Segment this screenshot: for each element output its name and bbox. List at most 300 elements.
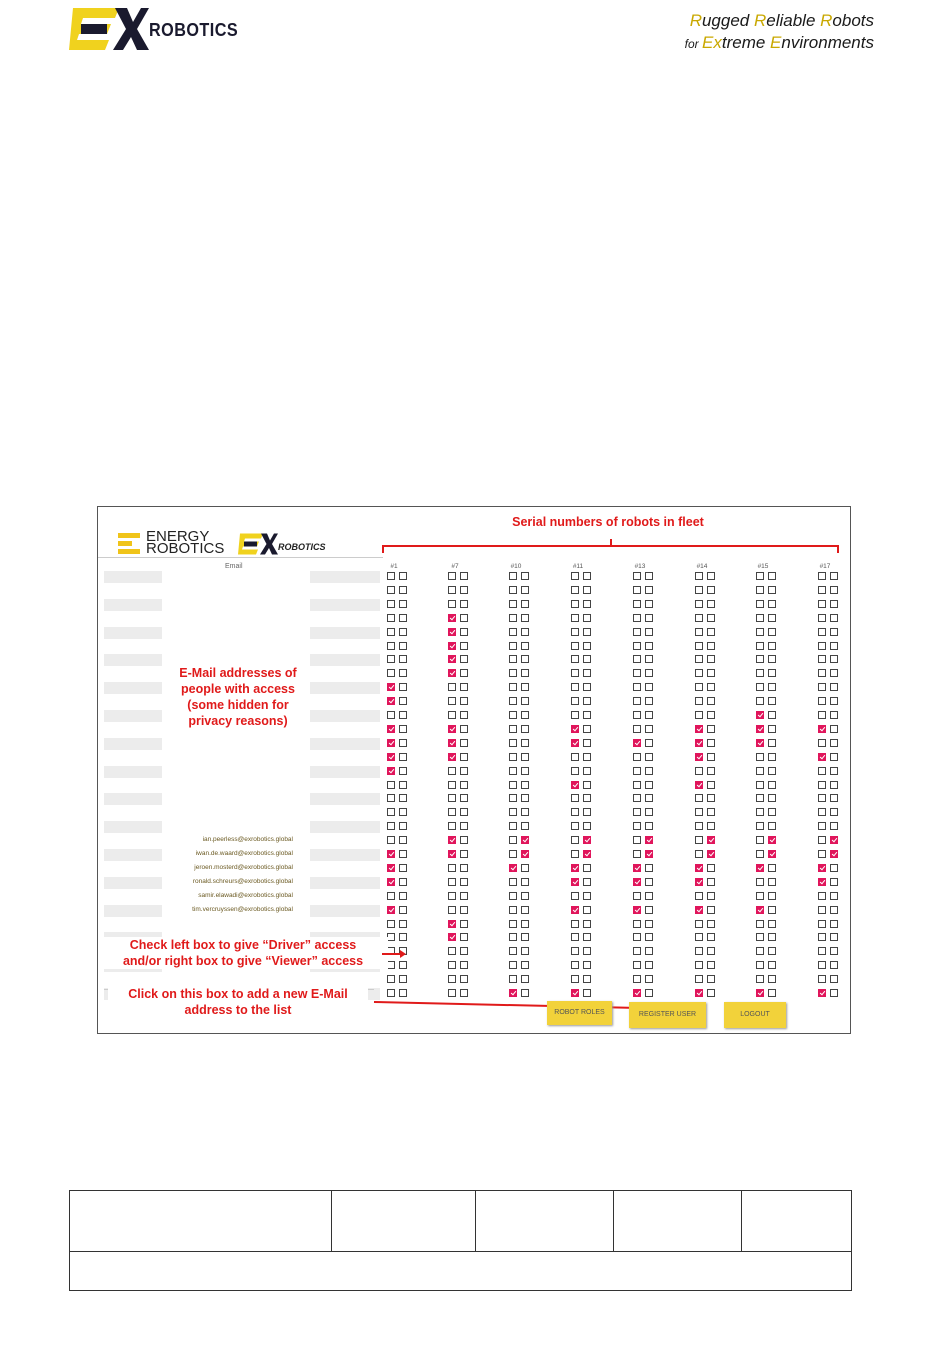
- driver-access-checkbox[interactable]: [509, 933, 517, 941]
- viewer-access-checkbox[interactable]: [645, 864, 653, 872]
- viewer-access-checkbox[interactable]: [645, 933, 653, 941]
- viewer-access-checkbox[interactable]: [399, 725, 407, 733]
- driver-access-checkbox[interactable]: [818, 975, 826, 983]
- driver-access-checkbox[interactable]: [387, 753, 395, 761]
- driver-access-checkbox[interactable]: [448, 655, 456, 663]
- viewer-access-checkbox[interactable]: [399, 864, 407, 872]
- driver-access-checkbox[interactable]: [387, 781, 395, 789]
- viewer-access-checkbox[interactable]: [399, 739, 407, 747]
- driver-access-checkbox[interactable]: [448, 614, 456, 622]
- viewer-access-checkbox[interactable]: [830, 906, 838, 914]
- driver-access-checkbox[interactable]: [509, 753, 517, 761]
- driver-access-checkbox[interactable]: [818, 711, 826, 719]
- viewer-access-checkbox[interactable]: [830, 725, 838, 733]
- driver-access-checkbox[interactable]: [509, 697, 517, 705]
- driver-access-checkbox[interactable]: [509, 586, 517, 594]
- driver-access-checkbox[interactable]: [509, 822, 517, 830]
- driver-access-checkbox[interactable]: [509, 961, 517, 969]
- driver-access-checkbox[interactable]: [756, 669, 764, 677]
- driver-access-checkbox[interactable]: [756, 836, 764, 844]
- driver-access-checkbox[interactable]: [695, 683, 703, 691]
- driver-access-checkbox[interactable]: [448, 697, 456, 705]
- driver-access-checkbox[interactable]: [509, 850, 517, 858]
- driver-access-checkbox[interactable]: [756, 586, 764, 594]
- viewer-access-checkbox[interactable]: [521, 794, 529, 802]
- viewer-access-checkbox[interactable]: [399, 642, 407, 650]
- viewer-access-checkbox[interactable]: [830, 836, 838, 844]
- viewer-access-checkbox[interactable]: [583, 781, 591, 789]
- driver-access-checkbox[interactable]: [695, 628, 703, 636]
- viewer-access-checkbox[interactable]: [645, 628, 653, 636]
- viewer-access-checkbox[interactable]: [583, 572, 591, 580]
- viewer-access-checkbox[interactable]: [830, 586, 838, 594]
- driver-access-checkbox[interactable]: [633, 878, 641, 886]
- viewer-access-checkbox[interactable]: [707, 642, 715, 650]
- driver-access-checkbox[interactable]: [818, 628, 826, 636]
- driver-access-checkbox[interactable]: [633, 822, 641, 830]
- viewer-access-checkbox[interactable]: [645, 655, 653, 663]
- viewer-access-checkbox[interactable]: [583, 920, 591, 928]
- driver-access-checkbox[interactable]: [818, 961, 826, 969]
- driver-access-checkbox[interactable]: [387, 794, 395, 802]
- viewer-access-checkbox[interactable]: [583, 975, 591, 983]
- driver-access-checkbox[interactable]: [387, 614, 395, 622]
- driver-access-checkbox[interactable]: [509, 739, 517, 747]
- viewer-access-checkbox[interactable]: [460, 725, 468, 733]
- driver-access-checkbox[interactable]: [448, 711, 456, 719]
- driver-access-checkbox[interactable]: [387, 711, 395, 719]
- driver-access-checkbox[interactable]: [756, 614, 764, 622]
- viewer-access-checkbox[interactable]: [707, 989, 715, 997]
- viewer-access-checkbox[interactable]: [521, 920, 529, 928]
- driver-access-checkbox[interactable]: [756, 572, 764, 580]
- driver-access-checkbox[interactable]: [509, 572, 517, 580]
- viewer-access-checkbox[interactable]: [460, 850, 468, 858]
- driver-access-checkbox[interactable]: [387, 975, 395, 983]
- viewer-access-checkbox[interactable]: [645, 920, 653, 928]
- viewer-access-checkbox[interactable]: [399, 892, 407, 900]
- driver-access-checkbox[interactable]: [633, 906, 641, 914]
- viewer-access-checkbox[interactable]: [583, 683, 591, 691]
- viewer-access-checkbox[interactable]: [521, 808, 529, 816]
- viewer-access-checkbox[interactable]: [645, 961, 653, 969]
- driver-access-checkbox[interactable]: [818, 850, 826, 858]
- driver-access-checkbox[interactable]: [818, 753, 826, 761]
- driver-access-checkbox[interactable]: [509, 767, 517, 775]
- driver-access-checkbox[interactable]: [695, 836, 703, 844]
- viewer-access-checkbox[interactable]: [645, 878, 653, 886]
- driver-access-checkbox[interactable]: [448, 920, 456, 928]
- driver-access-checkbox[interactable]: [571, 725, 579, 733]
- viewer-access-checkbox[interactable]: [645, 572, 653, 580]
- driver-access-checkbox[interactable]: [756, 961, 764, 969]
- driver-access-checkbox[interactable]: [633, 628, 641, 636]
- viewer-access-checkbox[interactable]: [768, 669, 776, 677]
- driver-access-checkbox[interactable]: [509, 711, 517, 719]
- viewer-access-checkbox[interactable]: [521, 711, 529, 719]
- viewer-access-checkbox[interactable]: [645, 600, 653, 608]
- driver-access-checkbox[interactable]: [387, 669, 395, 677]
- viewer-access-checkbox[interactable]: [768, 920, 776, 928]
- driver-access-checkbox[interactable]: [818, 920, 826, 928]
- driver-access-checkbox[interactable]: [571, 989, 579, 997]
- driver-access-checkbox[interactable]: [633, 572, 641, 580]
- driver-access-checkbox[interactable]: [571, 864, 579, 872]
- viewer-access-checkbox[interactable]: [460, 600, 468, 608]
- viewer-access-checkbox[interactable]: [830, 864, 838, 872]
- driver-access-checkbox[interactable]: [633, 753, 641, 761]
- driver-access-checkbox[interactable]: [818, 642, 826, 650]
- driver-access-checkbox[interactable]: [571, 697, 579, 705]
- viewer-access-checkbox[interactable]: [583, 642, 591, 650]
- viewer-access-checkbox[interactable]: [460, 920, 468, 928]
- viewer-access-checkbox[interactable]: [645, 697, 653, 705]
- driver-access-checkbox[interactable]: [509, 600, 517, 608]
- driver-access-checkbox[interactable]: [633, 781, 641, 789]
- driver-access-checkbox[interactable]: [509, 975, 517, 983]
- viewer-access-checkbox[interactable]: [460, 683, 468, 691]
- viewer-access-checkbox[interactable]: [830, 850, 838, 858]
- driver-access-checkbox[interactable]: [695, 961, 703, 969]
- driver-access-checkbox[interactable]: [571, 781, 579, 789]
- driver-access-checkbox[interactable]: [571, 933, 579, 941]
- viewer-access-checkbox[interactable]: [521, 975, 529, 983]
- viewer-access-checkbox[interactable]: [399, 794, 407, 802]
- viewer-access-checkbox[interactable]: [768, 725, 776, 733]
- driver-access-checkbox[interactable]: [387, 655, 395, 663]
- viewer-access-checkbox[interactable]: [830, 697, 838, 705]
- driver-access-checkbox[interactable]: [448, 586, 456, 594]
- driver-access-checkbox[interactable]: [633, 697, 641, 705]
- viewer-access-checkbox[interactable]: [521, 642, 529, 650]
- driver-access-checkbox[interactable]: [387, 920, 395, 928]
- driver-access-checkbox[interactable]: [571, 836, 579, 844]
- viewer-access-checkbox[interactable]: [460, 781, 468, 789]
- viewer-access-checkbox[interactable]: [830, 822, 838, 830]
- driver-access-checkbox[interactable]: [633, 808, 641, 816]
- driver-access-checkbox[interactable]: [756, 739, 764, 747]
- driver-access-checkbox[interactable]: [695, 600, 703, 608]
- viewer-access-checkbox[interactable]: [707, 878, 715, 886]
- viewer-access-checkbox[interactable]: [460, 614, 468, 622]
- driver-access-checkbox[interactable]: [509, 642, 517, 650]
- viewer-access-checkbox[interactable]: [645, 586, 653, 594]
- viewer-access-checkbox[interactable]: [460, 989, 468, 997]
- driver-access-checkbox[interactable]: [633, 836, 641, 844]
- viewer-access-checkbox[interactable]: [399, 753, 407, 761]
- driver-access-checkbox[interactable]: [571, 892, 579, 900]
- viewer-access-checkbox[interactable]: [521, 572, 529, 580]
- viewer-access-checkbox[interactable]: [707, 697, 715, 705]
- driver-access-checkbox[interactable]: [448, 822, 456, 830]
- driver-access-checkbox[interactable]: [756, 864, 764, 872]
- viewer-access-checkbox[interactable]: [460, 975, 468, 983]
- viewer-access-checkbox[interactable]: [707, 628, 715, 636]
- viewer-access-checkbox[interactable]: [645, 947, 653, 955]
- viewer-access-checkbox[interactable]: [399, 697, 407, 705]
- viewer-access-checkbox[interactable]: [645, 767, 653, 775]
- driver-access-checkbox[interactable]: [756, 642, 764, 650]
- viewer-access-checkbox[interactable]: [460, 739, 468, 747]
- viewer-access-checkbox[interactable]: [583, 725, 591, 733]
- viewer-access-checkbox[interactable]: [399, 906, 407, 914]
- driver-access-checkbox[interactable]: [633, 600, 641, 608]
- viewer-access-checkbox[interactable]: [830, 642, 838, 650]
- driver-access-checkbox[interactable]: [448, 933, 456, 941]
- viewer-access-checkbox[interactable]: [521, 767, 529, 775]
- driver-access-checkbox[interactable]: [448, 961, 456, 969]
- viewer-access-checkbox[interactable]: [583, 586, 591, 594]
- viewer-access-checkbox[interactable]: [830, 920, 838, 928]
- driver-access-checkbox[interactable]: [695, 975, 703, 983]
- driver-access-checkbox[interactable]: [756, 920, 764, 928]
- viewer-access-checkbox[interactable]: [768, 906, 776, 914]
- viewer-access-checkbox[interactable]: [768, 572, 776, 580]
- viewer-access-checkbox[interactable]: [707, 767, 715, 775]
- viewer-access-checkbox[interactable]: [583, 892, 591, 900]
- viewer-access-checkbox[interactable]: [460, 655, 468, 663]
- viewer-access-checkbox[interactable]: [830, 892, 838, 900]
- driver-access-checkbox[interactable]: [756, 683, 764, 691]
- viewer-access-checkbox[interactable]: [768, 892, 776, 900]
- viewer-access-checkbox[interactable]: [399, 767, 407, 775]
- driver-access-checkbox[interactable]: [818, 878, 826, 886]
- viewer-access-checkbox[interactable]: [460, 864, 468, 872]
- viewer-access-checkbox[interactable]: [830, 614, 838, 622]
- viewer-access-checkbox[interactable]: [399, 614, 407, 622]
- viewer-access-checkbox[interactable]: [521, 669, 529, 677]
- viewer-access-checkbox[interactable]: [399, 683, 407, 691]
- driver-access-checkbox[interactable]: [448, 753, 456, 761]
- driver-access-checkbox[interactable]: [571, 794, 579, 802]
- viewer-access-checkbox[interactable]: [521, 933, 529, 941]
- viewer-access-checkbox[interactable]: [645, 822, 653, 830]
- viewer-access-checkbox[interactable]: [830, 878, 838, 886]
- driver-access-checkbox[interactable]: [695, 947, 703, 955]
- driver-access-checkbox[interactable]: [756, 655, 764, 663]
- driver-access-checkbox[interactable]: [633, 961, 641, 969]
- viewer-access-checkbox[interactable]: [583, 989, 591, 997]
- viewer-access-checkbox[interactable]: [460, 697, 468, 705]
- viewer-access-checkbox[interactable]: [583, 794, 591, 802]
- driver-access-checkbox[interactable]: [509, 781, 517, 789]
- driver-access-checkbox[interactable]: [695, 850, 703, 858]
- viewer-access-checkbox[interactable]: [645, 906, 653, 914]
- viewer-access-checkbox[interactable]: [645, 781, 653, 789]
- driver-access-checkbox[interactable]: [818, 725, 826, 733]
- viewer-access-checkbox[interactable]: [645, 725, 653, 733]
- driver-access-checkbox[interactable]: [756, 781, 764, 789]
- viewer-access-checkbox[interactable]: [399, 933, 407, 941]
- viewer-access-checkbox[interactable]: [768, 808, 776, 816]
- viewer-access-checkbox[interactable]: [583, 933, 591, 941]
- driver-access-checkbox[interactable]: [756, 767, 764, 775]
- driver-access-checkbox[interactable]: [756, 628, 764, 636]
- driver-access-checkbox[interactable]: [509, 920, 517, 928]
- driver-access-checkbox[interactable]: [448, 767, 456, 775]
- driver-access-checkbox[interactable]: [571, 767, 579, 775]
- driver-access-checkbox[interactable]: [633, 642, 641, 650]
- viewer-access-checkbox[interactable]: [768, 683, 776, 691]
- viewer-access-checkbox[interactable]: [521, 753, 529, 761]
- driver-access-checkbox[interactable]: [509, 614, 517, 622]
- viewer-access-checkbox[interactable]: [583, 767, 591, 775]
- viewer-access-checkbox[interactable]: [645, 975, 653, 983]
- driver-access-checkbox[interactable]: [509, 947, 517, 955]
- viewer-access-checkbox[interactable]: [645, 642, 653, 650]
- driver-access-checkbox[interactable]: [448, 947, 456, 955]
- driver-access-checkbox[interactable]: [818, 655, 826, 663]
- viewer-access-checkbox[interactable]: [768, 989, 776, 997]
- viewer-access-checkbox[interactable]: [830, 655, 838, 663]
- viewer-access-checkbox[interactable]: [830, 739, 838, 747]
- driver-access-checkbox[interactable]: [818, 697, 826, 705]
- driver-access-checkbox[interactable]: [633, 933, 641, 941]
- driver-access-checkbox[interactable]: [818, 906, 826, 914]
- driver-access-checkbox[interactable]: [695, 572, 703, 580]
- driver-access-checkbox[interactable]: [448, 794, 456, 802]
- driver-access-checkbox[interactable]: [818, 989, 826, 997]
- driver-access-checkbox[interactable]: [633, 989, 641, 997]
- driver-access-checkbox[interactable]: [818, 669, 826, 677]
- viewer-access-checkbox[interactable]: [707, 586, 715, 594]
- driver-access-checkbox[interactable]: [633, 739, 641, 747]
- viewer-access-checkbox[interactable]: [460, 767, 468, 775]
- viewer-access-checkbox[interactable]: [830, 794, 838, 802]
- driver-access-checkbox[interactable]: [695, 808, 703, 816]
- viewer-access-checkbox[interactable]: [399, 669, 407, 677]
- viewer-access-checkbox[interactable]: [707, 655, 715, 663]
- driver-access-checkbox[interactable]: [571, 808, 579, 816]
- driver-access-checkbox[interactable]: [448, 836, 456, 844]
- viewer-access-checkbox[interactable]: [460, 753, 468, 761]
- driver-access-checkbox[interactable]: [448, 878, 456, 886]
- driver-access-checkbox[interactable]: [509, 655, 517, 663]
- viewer-access-checkbox[interactable]: [768, 864, 776, 872]
- viewer-access-checkbox[interactable]: [768, 711, 776, 719]
- viewer-access-checkbox[interactable]: [768, 628, 776, 636]
- viewer-access-checkbox[interactable]: [460, 933, 468, 941]
- viewer-access-checkbox[interactable]: [707, 892, 715, 900]
- driver-access-checkbox[interactable]: [818, 836, 826, 844]
- driver-access-checkbox[interactable]: [387, 961, 395, 969]
- driver-access-checkbox[interactable]: [695, 614, 703, 622]
- viewer-access-checkbox[interactable]: [645, 739, 653, 747]
- driver-access-checkbox[interactable]: [387, 628, 395, 636]
- driver-access-checkbox[interactable]: [571, 628, 579, 636]
- driver-access-checkbox[interactable]: [571, 920, 579, 928]
- viewer-access-checkbox[interactable]: [768, 600, 776, 608]
- viewer-access-checkbox[interactable]: [707, 947, 715, 955]
- viewer-access-checkbox[interactable]: [399, 822, 407, 830]
- viewer-access-checkbox[interactable]: [521, 781, 529, 789]
- viewer-access-checkbox[interactable]: [830, 753, 838, 761]
- viewer-access-checkbox[interactable]: [707, 975, 715, 983]
- driver-access-checkbox[interactable]: [571, 947, 579, 955]
- driver-access-checkbox[interactable]: [571, 669, 579, 677]
- driver-access-checkbox[interactable]: [571, 961, 579, 969]
- driver-access-checkbox[interactable]: [756, 600, 764, 608]
- driver-access-checkbox[interactable]: [695, 725, 703, 733]
- driver-access-checkbox[interactable]: [387, 642, 395, 650]
- driver-access-checkbox[interactable]: [633, 947, 641, 955]
- driver-access-checkbox[interactable]: [695, 878, 703, 886]
- driver-access-checkbox[interactable]: [633, 850, 641, 858]
- viewer-access-checkbox[interactable]: [521, 822, 529, 830]
- driver-access-checkbox[interactable]: [387, 808, 395, 816]
- viewer-access-checkbox[interactable]: [583, 669, 591, 677]
- viewer-access-checkbox[interactable]: [707, 808, 715, 816]
- driver-access-checkbox[interactable]: [756, 892, 764, 900]
- driver-access-checkbox[interactable]: [387, 739, 395, 747]
- viewer-access-checkbox[interactable]: [830, 600, 838, 608]
- viewer-access-checkbox[interactable]: [583, 739, 591, 747]
- driver-access-checkbox[interactable]: [818, 614, 826, 622]
- driver-access-checkbox[interactable]: [818, 767, 826, 775]
- driver-access-checkbox[interactable]: [633, 920, 641, 928]
- viewer-access-checkbox[interactable]: [583, 600, 591, 608]
- viewer-access-checkbox[interactable]: [583, 836, 591, 844]
- viewer-access-checkbox[interactable]: [645, 753, 653, 761]
- driver-access-checkbox[interactable]: [387, 906, 395, 914]
- driver-access-checkbox[interactable]: [818, 822, 826, 830]
- viewer-access-checkbox[interactable]: [460, 808, 468, 816]
- viewer-access-checkbox[interactable]: [830, 683, 838, 691]
- driver-access-checkbox[interactable]: [633, 614, 641, 622]
- viewer-access-checkbox[interactable]: [830, 808, 838, 816]
- viewer-access-checkbox[interactable]: [768, 850, 776, 858]
- driver-access-checkbox[interactable]: [509, 669, 517, 677]
- driver-access-checkbox[interactable]: [387, 572, 395, 580]
- viewer-access-checkbox[interactable]: [521, 628, 529, 636]
- driver-access-checkbox[interactable]: [818, 933, 826, 941]
- driver-access-checkbox[interactable]: [448, 739, 456, 747]
- driver-access-checkbox[interactable]: [756, 794, 764, 802]
- driver-access-checkbox[interactable]: [756, 989, 764, 997]
- driver-access-checkbox[interactable]: [448, 864, 456, 872]
- viewer-access-checkbox[interactable]: [521, 683, 529, 691]
- viewer-access-checkbox[interactable]: [521, 600, 529, 608]
- driver-access-checkbox[interactable]: [633, 669, 641, 677]
- driver-access-checkbox[interactable]: [509, 892, 517, 900]
- viewer-access-checkbox[interactable]: [707, 781, 715, 789]
- driver-access-checkbox[interactable]: [571, 586, 579, 594]
- viewer-access-checkbox[interactable]: [830, 989, 838, 997]
- viewer-access-checkbox[interactable]: [521, 697, 529, 705]
- driver-access-checkbox[interactable]: [756, 711, 764, 719]
- driver-access-checkbox[interactable]: [633, 767, 641, 775]
- viewer-access-checkbox[interactable]: [399, 850, 407, 858]
- driver-access-checkbox[interactable]: [633, 975, 641, 983]
- driver-access-checkbox[interactable]: [571, 906, 579, 914]
- driver-access-checkbox[interactable]: [387, 767, 395, 775]
- driver-access-checkbox[interactable]: [818, 683, 826, 691]
- driver-access-checkbox[interactable]: [818, 600, 826, 608]
- driver-access-checkbox[interactable]: [756, 947, 764, 955]
- driver-access-checkbox[interactable]: [571, 655, 579, 663]
- driver-access-checkbox[interactable]: [387, 878, 395, 886]
- driver-access-checkbox[interactable]: [509, 906, 517, 914]
- driver-access-checkbox[interactable]: [571, 739, 579, 747]
- viewer-access-checkbox[interactable]: [583, 822, 591, 830]
- viewer-access-checkbox[interactable]: [460, 628, 468, 636]
- viewer-access-checkbox[interactable]: [521, 739, 529, 747]
- driver-access-checkbox[interactable]: [387, 989, 395, 997]
- viewer-access-checkbox[interactable]: [460, 794, 468, 802]
- viewer-access-checkbox[interactable]: [707, 711, 715, 719]
- driver-access-checkbox[interactable]: [633, 864, 641, 872]
- driver-access-checkbox[interactable]: [571, 614, 579, 622]
